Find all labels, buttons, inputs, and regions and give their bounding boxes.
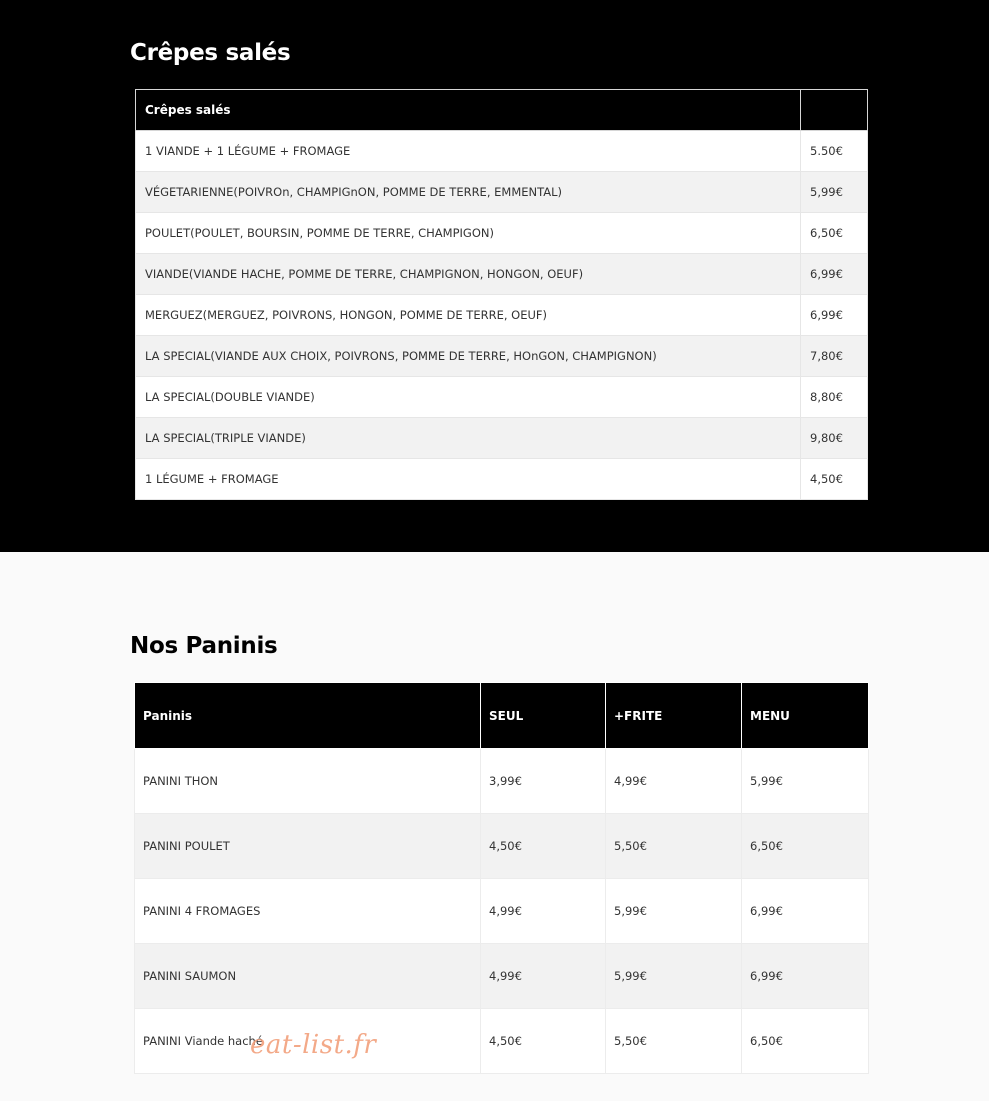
item-price: 9,80€ [801,418,868,459]
item-price: 6,50€ [801,213,868,254]
paninis-table [134,682,869,1074]
item-name: LA SPECIAL(TRIPLE VIANDE) [136,418,801,459]
table-row [135,944,869,1009]
price-frite: 4,99€ [606,749,742,814]
column-header-menu: MENU [742,683,869,749]
paninis-heading: Nos Paninis [130,633,278,659]
item-name: VIANDE(VIANDE HACHE, POMME DE TERRE, CHAMPIGNON, HONGON, OEUF) [136,254,801,295]
table-row [136,131,868,172]
column-header-seul: SEUL [481,683,606,749]
price-seul: 4,99€ [481,944,606,1009]
item-name: MERGUEZ(MERGUEZ, POIVRONS, HONGON, POMME DE TERRE, OEUF) [136,295,801,336]
column-header-price [801,90,868,131]
table-row [135,1009,869,1074]
price-menu: 6,99€ [742,944,869,1009]
table-row [136,213,868,254]
price-menu: 6,50€ [742,814,869,879]
price-menu: 6,50€ [742,1009,869,1074]
price-menu: 6,99€ [742,879,869,944]
price-seul: 3,99€ [481,749,606,814]
price-frite: 5,50€ [606,814,742,879]
item-name: 1 VIANDE + 1 LÉGUME + FROMAGE [136,131,801,172]
item-name: PANINI THON [135,749,481,814]
item-name: PANINI 4 FROMAGES [135,879,481,944]
crepes-heading: Crêpes salés [130,40,291,66]
price-frite: 5,99€ [606,944,742,1009]
table-row [136,295,868,336]
table-row [136,418,868,459]
table-row [135,814,869,879]
table-row [135,879,869,944]
price-seul: 4,99€ [481,879,606,944]
table-header-row [135,683,869,749]
item-price: 8,80€ [801,377,868,418]
item-name: PANINI Viande haché [135,1009,481,1074]
item-name: 1 LÉGUME + FROMAGE [136,459,801,500]
column-header-crepes: Crêpes salés [136,90,801,131]
table-row [135,749,869,814]
item-name: POULET(POULET, BOURSIN, POMME DE TERRE, CHAMPIGON) [136,213,801,254]
table-row [136,336,868,377]
watermark: eat-list.fr [250,1030,377,1060]
item-price: 6,99€ [801,254,868,295]
price-seul: 4,50€ [481,1009,606,1074]
column-header-frite: +FRITE [606,683,742,749]
item-name: LA SPECIAL(DOUBLE VIANDE) [136,377,801,418]
item-price: 7,80€ [801,336,868,377]
item-price: 6,99€ [801,295,868,336]
price-seul: 4,50€ [481,814,606,879]
table-header-row [136,90,868,131]
column-header-paninis: Paninis [135,683,481,749]
price-frite: 5,50€ [606,1009,742,1074]
item-price: 4,50€ [801,459,868,500]
price-frite: 5,99€ [606,879,742,944]
item-name: PANINI POULET [135,814,481,879]
item-name: VÉGETARIENNE(POIVROn, CHAMPIGnON, POMME DE TERRE, EMMENTAL) [136,172,801,213]
crepes-table [135,89,868,500]
item-price: 5.50€ [801,131,868,172]
item-name: PANINI SAUMON [135,944,481,1009]
table-row [136,254,868,295]
price-menu: 5,99€ [742,749,869,814]
table-row [136,459,868,500]
item-price: 5,99€ [801,172,868,213]
table-row [136,377,868,418]
item-name: LA SPECIAL(VIANDE AUX CHOIX, POIVRONS, POMME DE TERRE, HOnGON, CHAMPIGNON) [136,336,801,377]
table-row [136,172,868,213]
